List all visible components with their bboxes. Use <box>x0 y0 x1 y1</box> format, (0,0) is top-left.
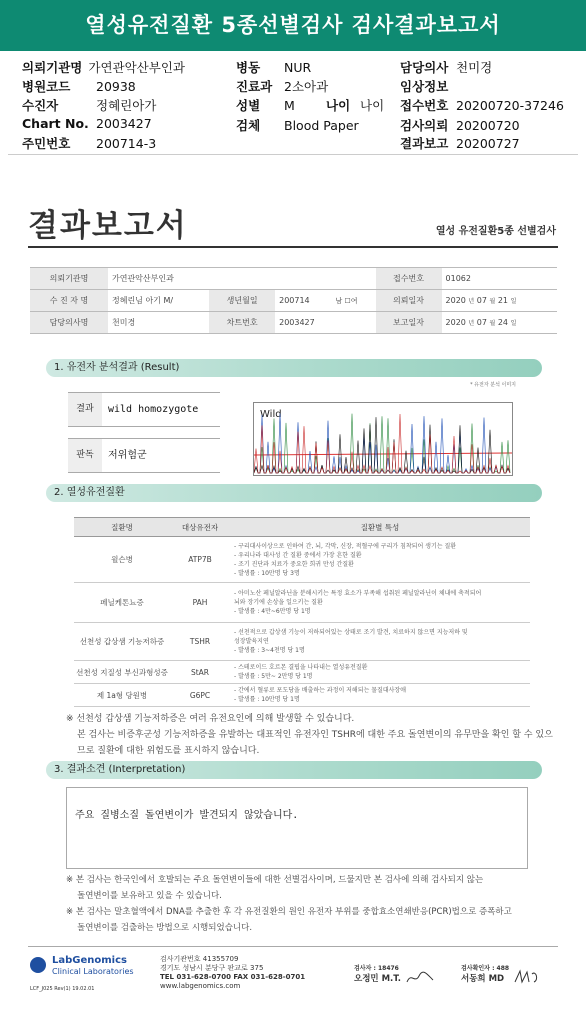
header-value: 2소아과 <box>284 79 329 94</box>
report-title: 결과보고서 <box>28 208 188 244</box>
report-subtitle: 열성 유전질환5종 선별검사 <box>435 226 556 237</box>
description-line: - 발생률 : 10만명 당 1명 <box>234 696 300 703</box>
description-line: - 발생률 : 10만명 당 3명 <box>234 569 300 577</box>
disease-gene: TSHR <box>170 623 230 661</box>
date-unit: 일 <box>510 320 517 327</box>
header-label: 의뢰기관명 <box>22 60 83 75</box>
trace-line <box>254 414 510 473</box>
note-line: 므로 질환에 대한 위험도를 표시하지 않습니다. <box>77 746 260 756</box>
header-value: NUR <box>284 60 312 75</box>
report-date <box>442 312 557 334</box>
description-line: - 우리나라 대사성 간 질환 중에서 가장 흔한 질환 <box>234 551 362 559</box>
date-day: 21 <box>497 296 509 305</box>
header-label: 수진자 <box>22 98 59 113</box>
date-year: 2020 <box>445 296 466 305</box>
disease-gene: G6PC <box>170 684 230 707</box>
chart-note: * 유전자 분석 이미지 <box>470 382 516 388</box>
logo-mark-icon <box>30 957 46 973</box>
chart-label: Wild <box>260 409 282 420</box>
date-day: 24 <box>497 318 509 327</box>
header-label: 검체 <box>236 118 261 133</box>
doctor-signature <box>512 968 542 986</box>
description-line: - 간에서 혈류로 포도당을 배출하는 과정이 저해되는 물질대사장애 <box>234 687 407 694</box>
header-label: 병원코드 <box>22 79 71 94</box>
sex-check: 남 ☐여 <box>332 290 376 312</box>
header-value: 정혜린아가 <box>96 98 157 113</box>
description-line: 성장발육지연 <box>234 638 269 645</box>
date-unit: 월 <box>489 298 496 305</box>
result-value: wild homozygote <box>108 404 199 415</box>
header-label: 나이 <box>326 98 351 113</box>
description-line: - 발생률 : 5만~ 2만명 당 1명 <box>234 673 313 680</box>
header-value: 200714-3 <box>96 136 157 151</box>
chart-number: 2003427 <box>275 312 375 334</box>
note-line: 돌연변이를 검출하는 방법으로 시행되었습니다. <box>77 923 253 933</box>
header-label: 병동 <box>236 60 261 75</box>
disease-description <box>230 583 530 623</box>
tester-name: 오정민 M.T. <box>354 974 402 984</box>
header-label: 진료과 <box>236 79 273 94</box>
form-code: LCF_J025 Rev(1) 19.02.01 <box>30 986 95 992</box>
header-value: 2003427 <box>96 116 152 131</box>
info-label: 수 진 자 명 <box>30 290 108 312</box>
header-label: 결과보고 <box>400 136 449 151</box>
date-year: 2020 <box>445 318 466 327</box>
date-unit: 년 <box>468 298 475 305</box>
date-month: 07 <box>476 318 487 327</box>
description-line: - 구리대사이상으로 인하여 간, 뇌, 각막, 신장, 적혈구에 구리가 침착되어 생기는 질환 <box>234 542 457 550</box>
patient-name: 정혜린님 아기 M/ <box>108 290 209 312</box>
info-label: 담당의사명 <box>30 312 108 334</box>
interpretation-box <box>66 787 528 869</box>
logo-text: LabGenomics <box>52 955 127 966</box>
disease-name: 선천성 갑상샘 기능저하증 <box>74 623 170 661</box>
notes-disclaimer <box>66 872 512 936</box>
info-label: 보고일자 <box>376 312 442 334</box>
address-line: 경기도 성남시 분당구 판교로 375 <box>160 964 264 972</box>
divider <box>8 154 578 155</box>
description-line: - 아미노산 페닐알라닌을 분해시키는 특정 효소가 부족해 섭취된 페닐알라닌이 체내에 축적되어 <box>234 590 482 597</box>
col-header: 질환별 특성 <box>230 518 530 537</box>
tester-signature <box>405 970 435 986</box>
disease-gene: PAH <box>170 583 230 623</box>
interpretation-row <box>68 438 220 473</box>
address-line: TEL 031-628-0700 FAX 031-628-0701 <box>160 973 306 981</box>
tester-label: 검사자 : 18476 <box>354 965 399 972</box>
disease-row <box>74 623 530 661</box>
section-diseases-header: 2. 열성유전질환 <box>46 484 542 502</box>
note-line: ※ 본 검사는 한국인에서 호발되는 주요 돌연변이들에 대한 선별검사이며, 드물지만 본 검사에 의해 검사되지 않는 <box>66 875 484 885</box>
description-line: - 스테로이드 호르몬 결핍을 나타내는 열성유전질환 <box>234 664 368 671</box>
note-line: 본 검사는 비증후군성 기능저하증을 유발하는 대표적인 유전자인 TSHR에 대한 주요 돌연변이의 유무만을 확인 할 수 있으 <box>77 730 553 740</box>
address-line: 검사기관번호 41355709 <box>160 955 239 963</box>
doctor-label: 검사확인자 : 488 <box>461 965 510 972</box>
date-unit: 년 <box>468 320 475 327</box>
request-date <box>442 290 557 312</box>
interpretation-text: 주요 질병소질 돌연변이가 발견되지 않았습니다. <box>75 810 299 821</box>
disease-table <box>74 517 530 707</box>
disease-row <box>74 684 530 707</box>
col-header: 질환명 <box>74 518 170 537</box>
header-label: Chart No. <box>22 116 89 131</box>
result-box <box>68 392 220 472</box>
header-value: 20938 <box>96 79 136 94</box>
note-line: ※ 본 검사는 말초혈액에서 DNA를 추출한 후 각 유전질환의 원인 유전자 부위를 중합효소연쇄반응(PCR)법으로 증폭하고 <box>66 907 512 917</box>
note-line: 돌연변이를 보유하고 있을 수 있습니다. <box>77 891 222 901</box>
description-line: - 발생률 : 3~4천명 당 1명 <box>234 647 305 654</box>
header-label: 검사의뢰 <box>400 118 449 133</box>
info-label: 접수번호 <box>376 268 442 290</box>
header-label: 주민번호 <box>22 136 71 151</box>
description-line: - 발생률 : 4만~6만명 당 1명 <box>234 608 311 615</box>
date-month: 07 <box>476 296 487 305</box>
date-unit: 월 <box>489 320 496 327</box>
header-value: 나이 <box>360 98 385 113</box>
info-label: 의뢰기관명 <box>30 268 108 290</box>
header-value: M <box>284 98 295 113</box>
section-result-header: 1. 유전자 분석결과 (Result) <box>46 359 542 377</box>
date-unit: 일 <box>510 298 517 305</box>
disease-row <box>74 583 530 623</box>
institution-value: 가연관악산부인과 <box>108 268 376 290</box>
section-interpretation-header: 3. 결과소견 (Interpretation) <box>46 761 542 779</box>
receipt-number: 01062 <box>442 268 557 290</box>
header-label: 임상정보 <box>400 79 449 94</box>
info-label: 생년월일 <box>209 290 275 312</box>
disease-name: 선천성 지질성 부신과형성증 <box>74 661 170 684</box>
description-line: - 선천적으로 갑상샘 기능이 저하되어있는 상태로 조기 발견, 치료하지 않으면 지능저하 및 <box>234 629 468 636</box>
address-line: www.labgenomics.com <box>160 982 241 990</box>
disease-name: 제 1a형 당원병 <box>74 684 170 707</box>
title-underline <box>28 246 558 248</box>
trace-line <box>254 417 510 473</box>
note-line: ※ 선천성 갑상샘 기능저하증은 여러 유전요인에 의해 발생할 수 있습니다. <box>66 714 355 724</box>
doctor-name: 천미경 <box>108 312 209 334</box>
disease-description <box>230 537 530 583</box>
disease-row <box>74 661 530 684</box>
description-line: - 조기 진단과 치료가 중요한 희귀 만성 간질환 <box>234 560 354 568</box>
footer-address <box>160 955 305 991</box>
col-header: 대상유전자 <box>170 518 230 537</box>
description-line: 뇌와 장기에 손상을 일으키는 질환 <box>234 599 323 606</box>
disease-row <box>74 537 530 583</box>
disease-description <box>230 623 530 661</box>
notes-thyroid <box>66 711 553 759</box>
header-value: 20200720 <box>456 118 520 133</box>
reading-label: 판독 <box>68 439 102 472</box>
header-value: 20200727 <box>456 136 520 151</box>
chromatogram-svg <box>254 403 512 475</box>
disease-description <box>230 661 530 684</box>
result-label: 결과 <box>68 393 102 426</box>
reading-value: 저위험군 <box>108 450 147 461</box>
footer-divider <box>28 946 558 947</box>
info-label: 차트번호 <box>209 312 275 334</box>
disease-name: 페닐케톤뇨증 <box>74 583 170 623</box>
patient-info-table <box>30 267 557 334</box>
report-banner: 열성유전질환 5종선별검사 검사결과보고서 <box>0 0 586 51</box>
header-value: 가연관악산부인과 <box>88 60 185 75</box>
logo-subtext: Clinical Laboratories <box>52 967 134 976</box>
header-label: 성별 <box>236 98 261 113</box>
header-value: Blood Paper <box>284 118 359 133</box>
doctor-name: 서동희 MD <box>461 974 505 984</box>
sequence-chart <box>253 402 513 476</box>
disease-gene: StAR <box>170 661 230 684</box>
disease-gene: ATP7B <box>170 537 230 583</box>
dob-value: 200714 <box>275 290 331 312</box>
info-label: 의뢰일자 <box>376 290 442 312</box>
disease-name: 윌슨병 <box>74 537 170 583</box>
result-row <box>68 392 220 427</box>
header-label: 담당의사 <box>400 60 449 75</box>
header-value: 20200720-37246 <box>456 98 564 113</box>
disease-description <box>230 684 530 707</box>
header-label: 접수번호 <box>400 98 449 113</box>
header-value: 천미경 <box>456 60 493 75</box>
